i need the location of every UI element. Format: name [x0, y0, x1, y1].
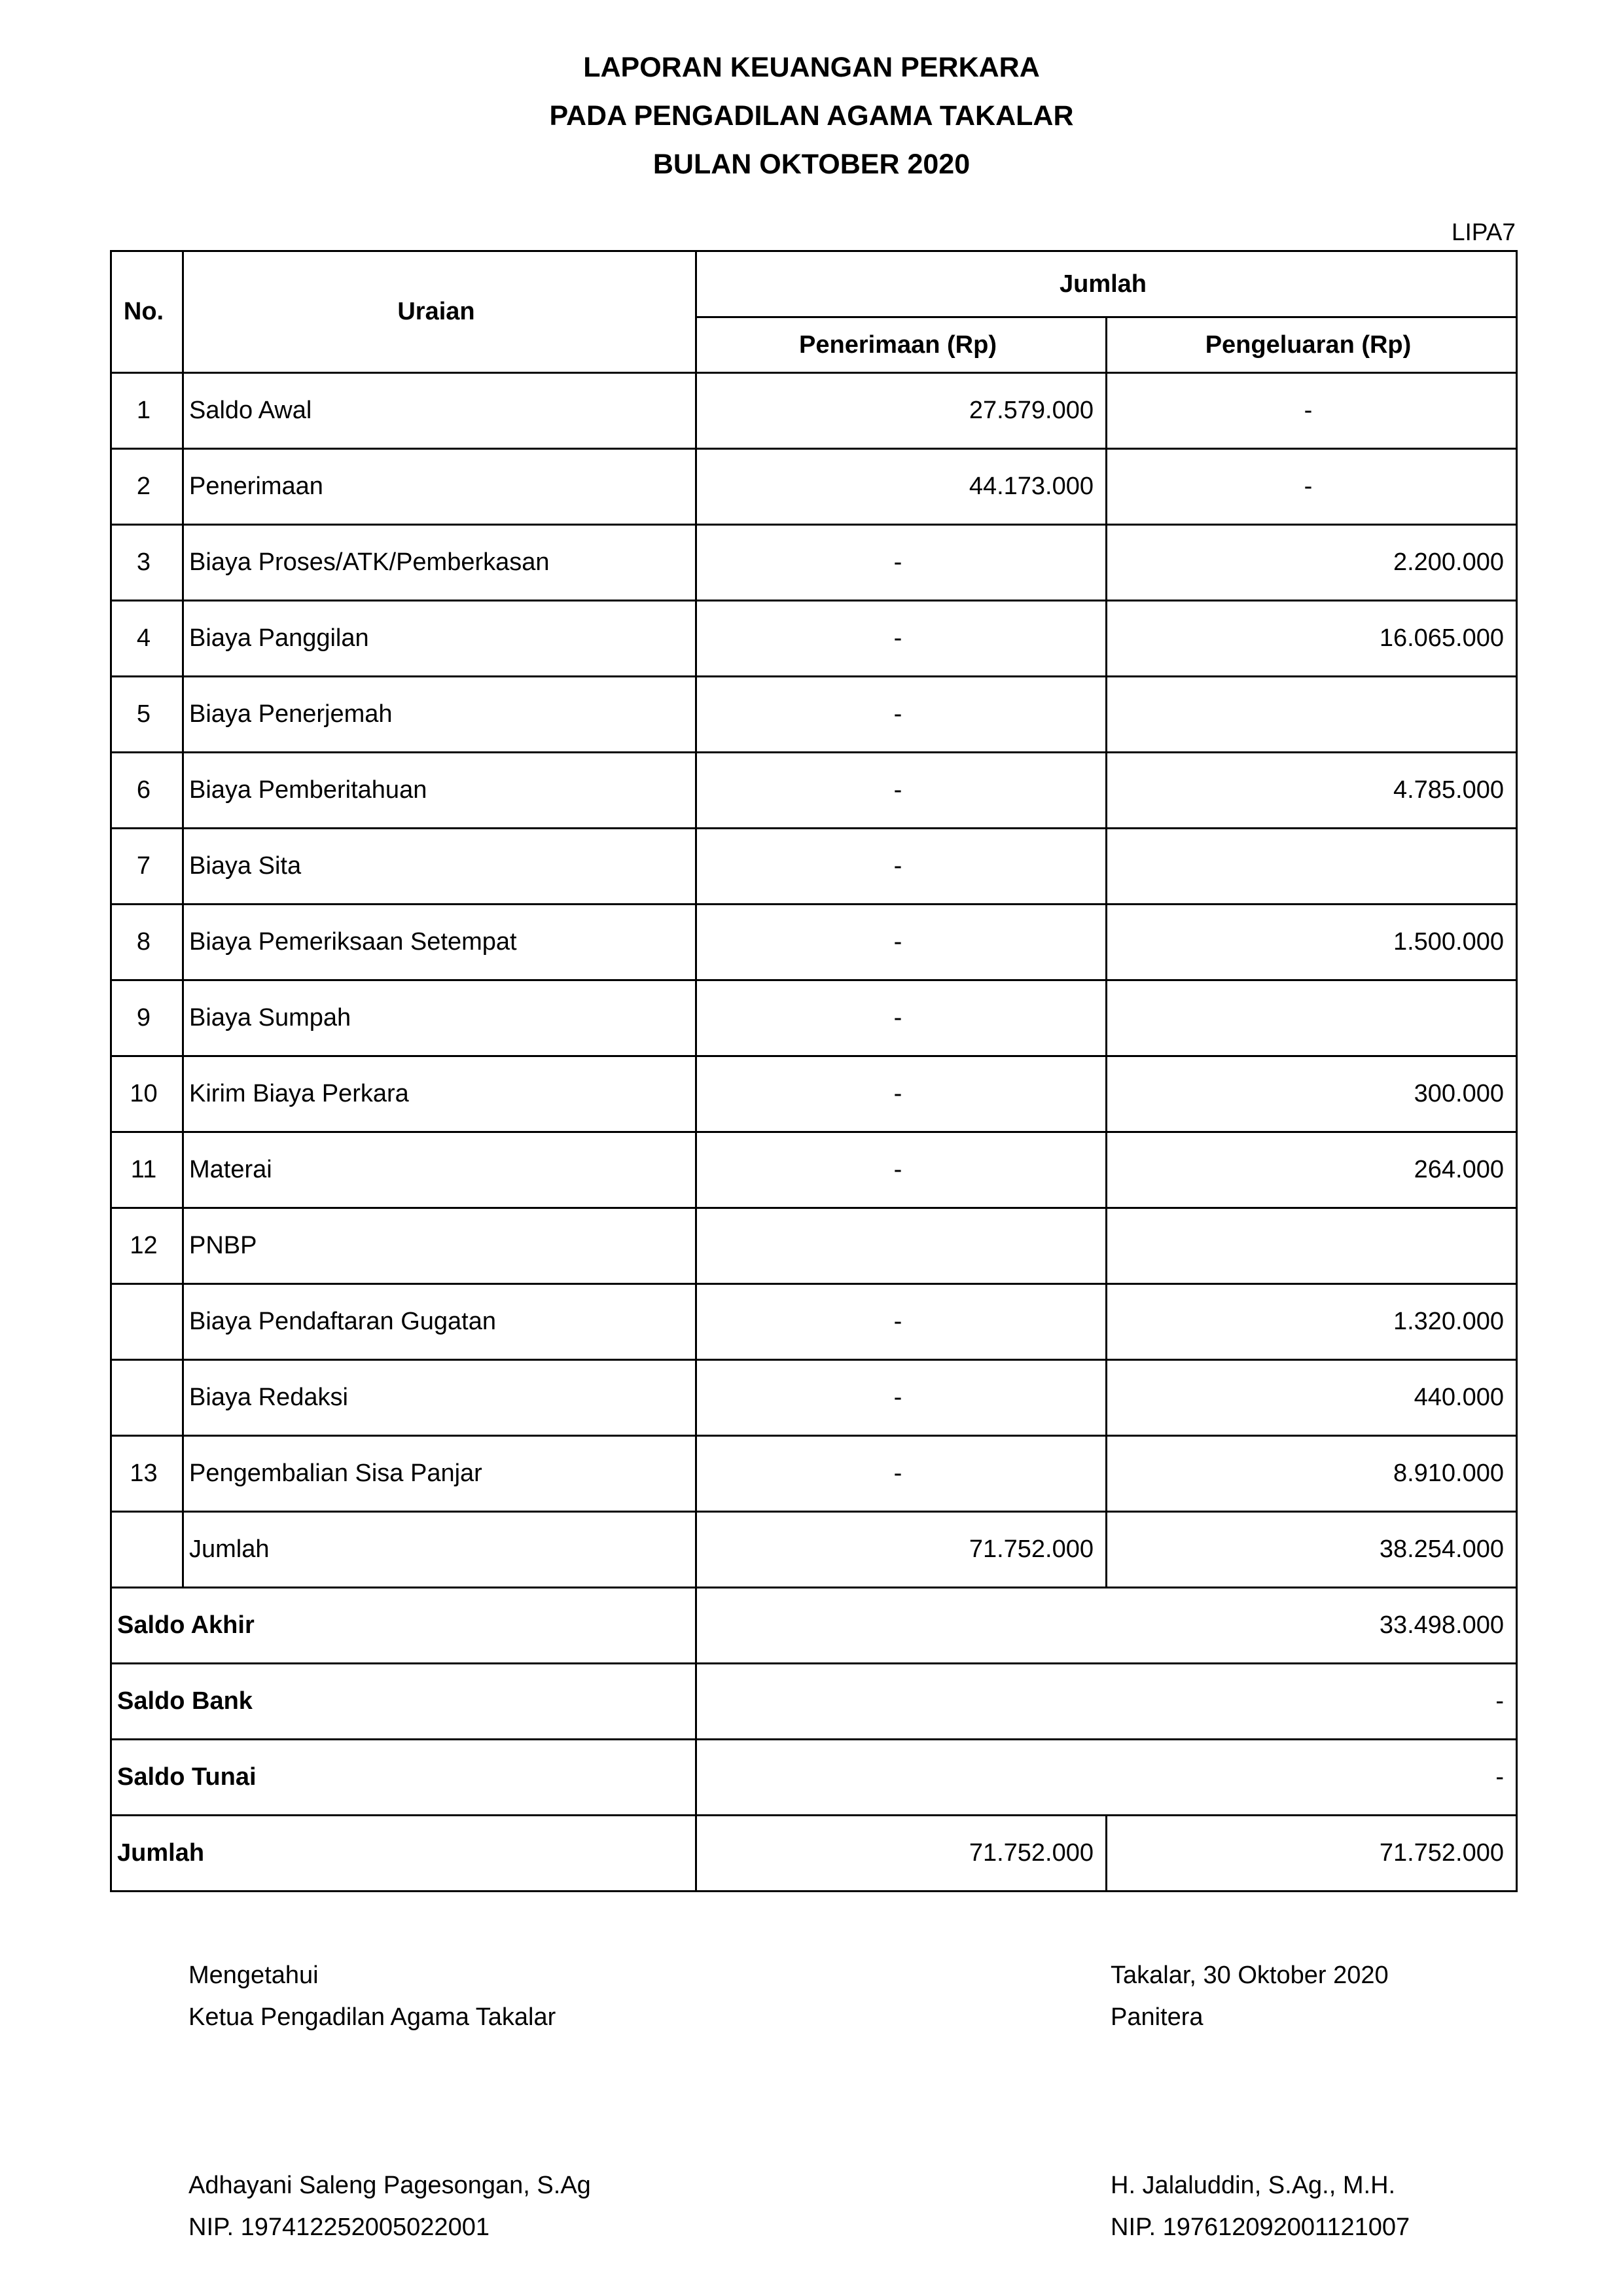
- row-penerimaan: 44.173.000: [696, 449, 1107, 525]
- row-uraian: Kirim Biaya Perkara: [183, 1056, 696, 1132]
- row-no: [111, 1512, 183, 1588]
- row-pengeluaran: 300.000: [1107, 1056, 1517, 1132]
- report-code: LIPA7: [1451, 219, 1516, 245]
- row-uraian: Biaya Penerjemah: [183, 677, 696, 753]
- row-pengeluaran: 440.000: [1107, 1360, 1517, 1436]
- row-pengeluaran: 8.910.000: [1107, 1436, 1517, 1512]
- row-pengeluaran: 1.320.000: [1107, 1284, 1517, 1360]
- row-uraian: Materai: [183, 1132, 696, 1208]
- row-no: 13: [111, 1436, 183, 1512]
- table-row: [111, 373, 1517, 449]
- table-row: [111, 753, 1517, 829]
- table-row: [111, 1208, 1517, 1284]
- header-pengeluaran: Pengeluaran (Rp): [1107, 317, 1517, 373]
- header-uraian: Uraian: [183, 251, 696, 373]
- row-uraian: Saldo Awal: [183, 373, 696, 449]
- saldo-akhir-label: Saldo Akhir: [111, 1588, 696, 1664]
- row-uraian: Biaya Pendaftaran Gugatan: [183, 1284, 696, 1360]
- row-penerimaan: -: [696, 525, 1107, 601]
- saldo-akhir-row: [111, 1588, 1517, 1664]
- row-uraian: Biaya Pemberitahuan: [183, 753, 696, 829]
- row-uraian: Pengembalian Sisa Panjar: [183, 1436, 696, 1512]
- row-pengeluaran: -: [1107, 449, 1517, 525]
- row-pengeluaran: 4.785.000: [1107, 753, 1517, 829]
- report-period: BULAN OKTOBER 2020: [652, 149, 971, 180]
- row-no: 5: [111, 677, 183, 753]
- row-penerimaan: 71.752.000: [696, 1512, 1107, 1588]
- table-row: [111, 1360, 1517, 1436]
- row-pengeluaran: 264.000: [1107, 1132, 1517, 1208]
- header-no: No.: [111, 251, 183, 373]
- table-row: [111, 449, 1517, 525]
- saldo-akhir-value: 33.498.000: [696, 1588, 1517, 1664]
- right-sign-date: Takalar, 30 Oktober 2020: [1111, 1962, 1389, 1989]
- header-penerimaan: Penerimaan (Rp): [696, 317, 1107, 373]
- row-no: 12: [111, 1208, 183, 1284]
- total-row: [111, 1816, 1517, 1892]
- subtotal-row: [111, 1512, 1517, 1588]
- row-no: 3: [111, 525, 183, 601]
- row-uraian: Biaya Sumpah: [183, 980, 696, 1056]
- saldo-tunai-value: -: [696, 1740, 1517, 1816]
- financial-table: [110, 250, 1518, 1892]
- row-penerimaan: -: [696, 1132, 1107, 1208]
- row-penerimaan: -: [696, 905, 1107, 980]
- table-row: [111, 1436, 1517, 1512]
- row-no: [111, 1360, 183, 1436]
- right-sign-position: Panitera: [1111, 2003, 1204, 2031]
- row-pengeluaran: 16.065.000: [1107, 601, 1517, 677]
- row-uraian: Biaya Sita: [183, 829, 696, 905]
- row-no: 6: [111, 753, 183, 829]
- saldo-tunai-row: [111, 1740, 1517, 1816]
- row-pengeluaran: 1.500.000: [1107, 905, 1517, 980]
- row-uraian: Biaya Proses/ATK/Pemberkasan: [183, 525, 696, 601]
- row-penerimaan: [696, 1208, 1107, 1284]
- row-no: 11: [111, 1132, 183, 1208]
- row-pengeluaran: 38.254.000: [1107, 1512, 1517, 1588]
- signature-right-heading: [1111, 1954, 1389, 2038]
- saldo-bank-row: [111, 1664, 1517, 1740]
- row-penerimaan: 27.579.000: [696, 373, 1107, 449]
- row-uraian: Jumlah: [183, 1512, 696, 1588]
- table-row: [111, 677, 1517, 753]
- signature-right-block: [1111, 2164, 1410, 2248]
- report-title: LAPORAN KEUANGAN PERKARA: [583, 52, 1040, 83]
- right-sign-nip: NIP. 197612092001121007: [1111, 2214, 1410, 2241]
- row-pengeluaran: [1107, 677, 1517, 753]
- left-sign-position: Ketua Pengadilan Agama Takalar: [188, 2003, 556, 2031]
- row-penerimaan: -: [696, 829, 1107, 905]
- total-pengeluaran: 71.752.000: [1107, 1816, 1517, 1892]
- report-subtitle: PADA PENGADILAN AGAMA TAKALAR: [549, 100, 1074, 132]
- row-pengeluaran: [1107, 829, 1517, 905]
- saldo-bank-value: -: [696, 1664, 1517, 1740]
- signature-left-heading: [188, 1954, 556, 2038]
- saldo-tunai-label: Saldo Tunai: [111, 1740, 696, 1816]
- table-row: [111, 1132, 1517, 1208]
- row-no: 1: [111, 373, 183, 449]
- row-penerimaan: -: [696, 1284, 1107, 1360]
- saldo-bank-label: Saldo Bank: [111, 1664, 696, 1740]
- left-sign-caption: Mengetahui: [188, 1962, 319, 1989]
- table-row: [111, 601, 1517, 677]
- table-row: [111, 1056, 1517, 1132]
- row-no: 4: [111, 601, 183, 677]
- row-penerimaan: -: [696, 677, 1107, 753]
- left-sign-nip: NIP. 197412252005022001: [188, 2214, 490, 2241]
- row-uraian: Biaya Pemeriksaan Setempat: [183, 905, 696, 980]
- row-no: 10: [111, 1056, 183, 1132]
- table-row: [111, 905, 1517, 980]
- row-penerimaan: -: [696, 601, 1107, 677]
- row-no: [111, 1284, 183, 1360]
- row-penerimaan: -: [696, 1436, 1107, 1512]
- row-no: 9: [111, 980, 183, 1056]
- row-no: 8: [111, 905, 183, 980]
- row-uraian: PNBP: [183, 1208, 696, 1284]
- row-uraian: Biaya Panggilan: [183, 601, 696, 677]
- row-uraian: Biaya Redaksi: [183, 1360, 696, 1436]
- total-penerimaan: 71.752.000: [696, 1816, 1107, 1892]
- header-jumlah: Jumlah: [696, 251, 1517, 317]
- right-sign-name: H. Jalaluddin, S.Ag., M.H.: [1111, 2172, 1396, 2199]
- row-penerimaan: -: [696, 1360, 1107, 1436]
- row-pengeluaran: [1107, 980, 1517, 1056]
- table-row: [111, 829, 1517, 905]
- table-row: [111, 980, 1517, 1056]
- row-no: 7: [111, 829, 183, 905]
- signature-left-block: [188, 2164, 591, 2248]
- row-pengeluaran: [1107, 1208, 1517, 1284]
- table-row: [111, 1284, 1517, 1360]
- row-penerimaan: -: [696, 753, 1107, 829]
- row-pengeluaran: 2.200.000: [1107, 525, 1517, 601]
- row-penerimaan: -: [696, 1056, 1107, 1132]
- table-row: [111, 525, 1517, 601]
- left-sign-name: Adhayani Saleng Pagesongan, S.Ag: [188, 2172, 591, 2199]
- row-uraian: Penerimaan: [183, 449, 696, 525]
- row-penerimaan: -: [696, 980, 1107, 1056]
- total-label: Jumlah: [111, 1816, 696, 1892]
- row-pengeluaran: -: [1107, 373, 1517, 449]
- row-no: 2: [111, 449, 183, 525]
